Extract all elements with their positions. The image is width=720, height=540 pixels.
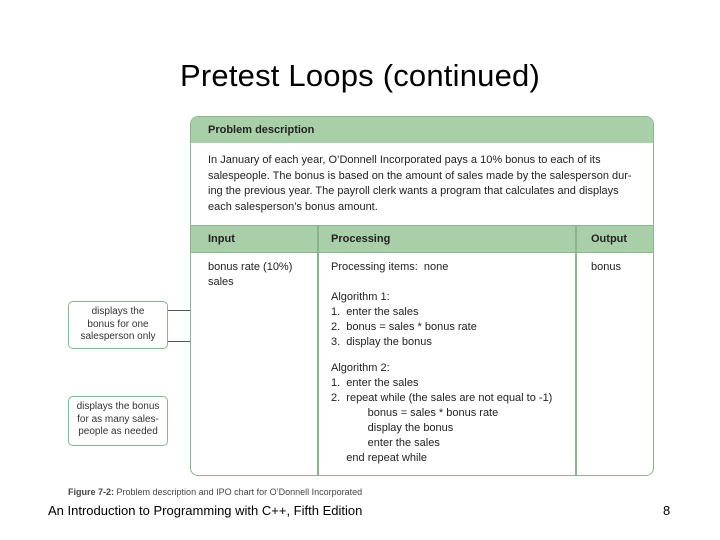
algorithm1-step: 2. bonus = sales * bonus rate: [331, 321, 477, 333]
callout2-line3: people as needed: [78, 426, 158, 437]
processing-items: Processing items: none: [331, 261, 449, 273]
algorithm2-line: 2. repeat while (the sales are not equal to -1): [331, 392, 553, 404]
input-item: sales: [208, 276, 234, 288]
algorithm1-title: Algorithm 1:: [331, 291, 390, 303]
input-column-header: Input: [208, 233, 235, 245]
footer-book-title: An Introduction to Programming with C++, Fifth Edition: [48, 503, 363, 518]
caption-label: Figure 7-2:: [68, 487, 115, 497]
algorithm2-line: bonus = sales * bonus rate: [331, 407, 499, 419]
column-divider-1: [317, 225, 319, 475]
algorithm1-step: 1. enter the sales: [331, 306, 419, 318]
output-column-header: Output: [591, 233, 628, 245]
problem-header: Problem description: [208, 124, 315, 136]
algorithm2-line: display the bonus: [331, 422, 454, 434]
callout-many-salespeople: [68, 396, 168, 446]
input-item: bonus rate (10%): [208, 261, 293, 273]
ipo-chart: [190, 116, 654, 476]
slide-title: Pretest Loops (continued): [180, 58, 540, 93]
problem-description: In January of each year, O’Donnell Incorporated pays a 10% bonus to each of its salespeople. The bonus is based on the amount of sales made by the salesperson dur- ing the previous year. The payroll clerk wants a program that calculates and displays each salesperson’s bonus amount.: [208, 154, 632, 213]
algorithm2-line: end repeat while: [331, 452, 428, 464]
output-item: bonus: [591, 261, 621, 273]
ipo-header-band: [191, 225, 653, 253]
callout-one-salesperson: [68, 301, 168, 349]
column-divider-2: [575, 225, 577, 475]
page-number: 8: [663, 503, 671, 518]
caption-text: Problem description and IPO chart for O’Donnell Incorporated: [116, 487, 363, 497]
callout1-line3: salesperson only: [80, 331, 156, 342]
processing-column-header: Processing: [331, 233, 391, 245]
callout2-line2: for as many sales-: [77, 413, 159, 425]
algorithm2-title: Algorithm 2:: [331, 362, 390, 374]
figure-caption: [68, 487, 362, 497]
callout2-line1: displays the bonus: [76, 401, 160, 412]
algorithm1-step: 3. display the bonus: [331, 336, 432, 348]
callout1-line2: bonus for one: [87, 318, 149, 330]
callout1-line1: displays the: [91, 306, 145, 317]
algorithm2-line: enter the sales: [331, 437, 440, 449]
algorithm2-line: 1. enter the sales: [331, 377, 419, 389]
